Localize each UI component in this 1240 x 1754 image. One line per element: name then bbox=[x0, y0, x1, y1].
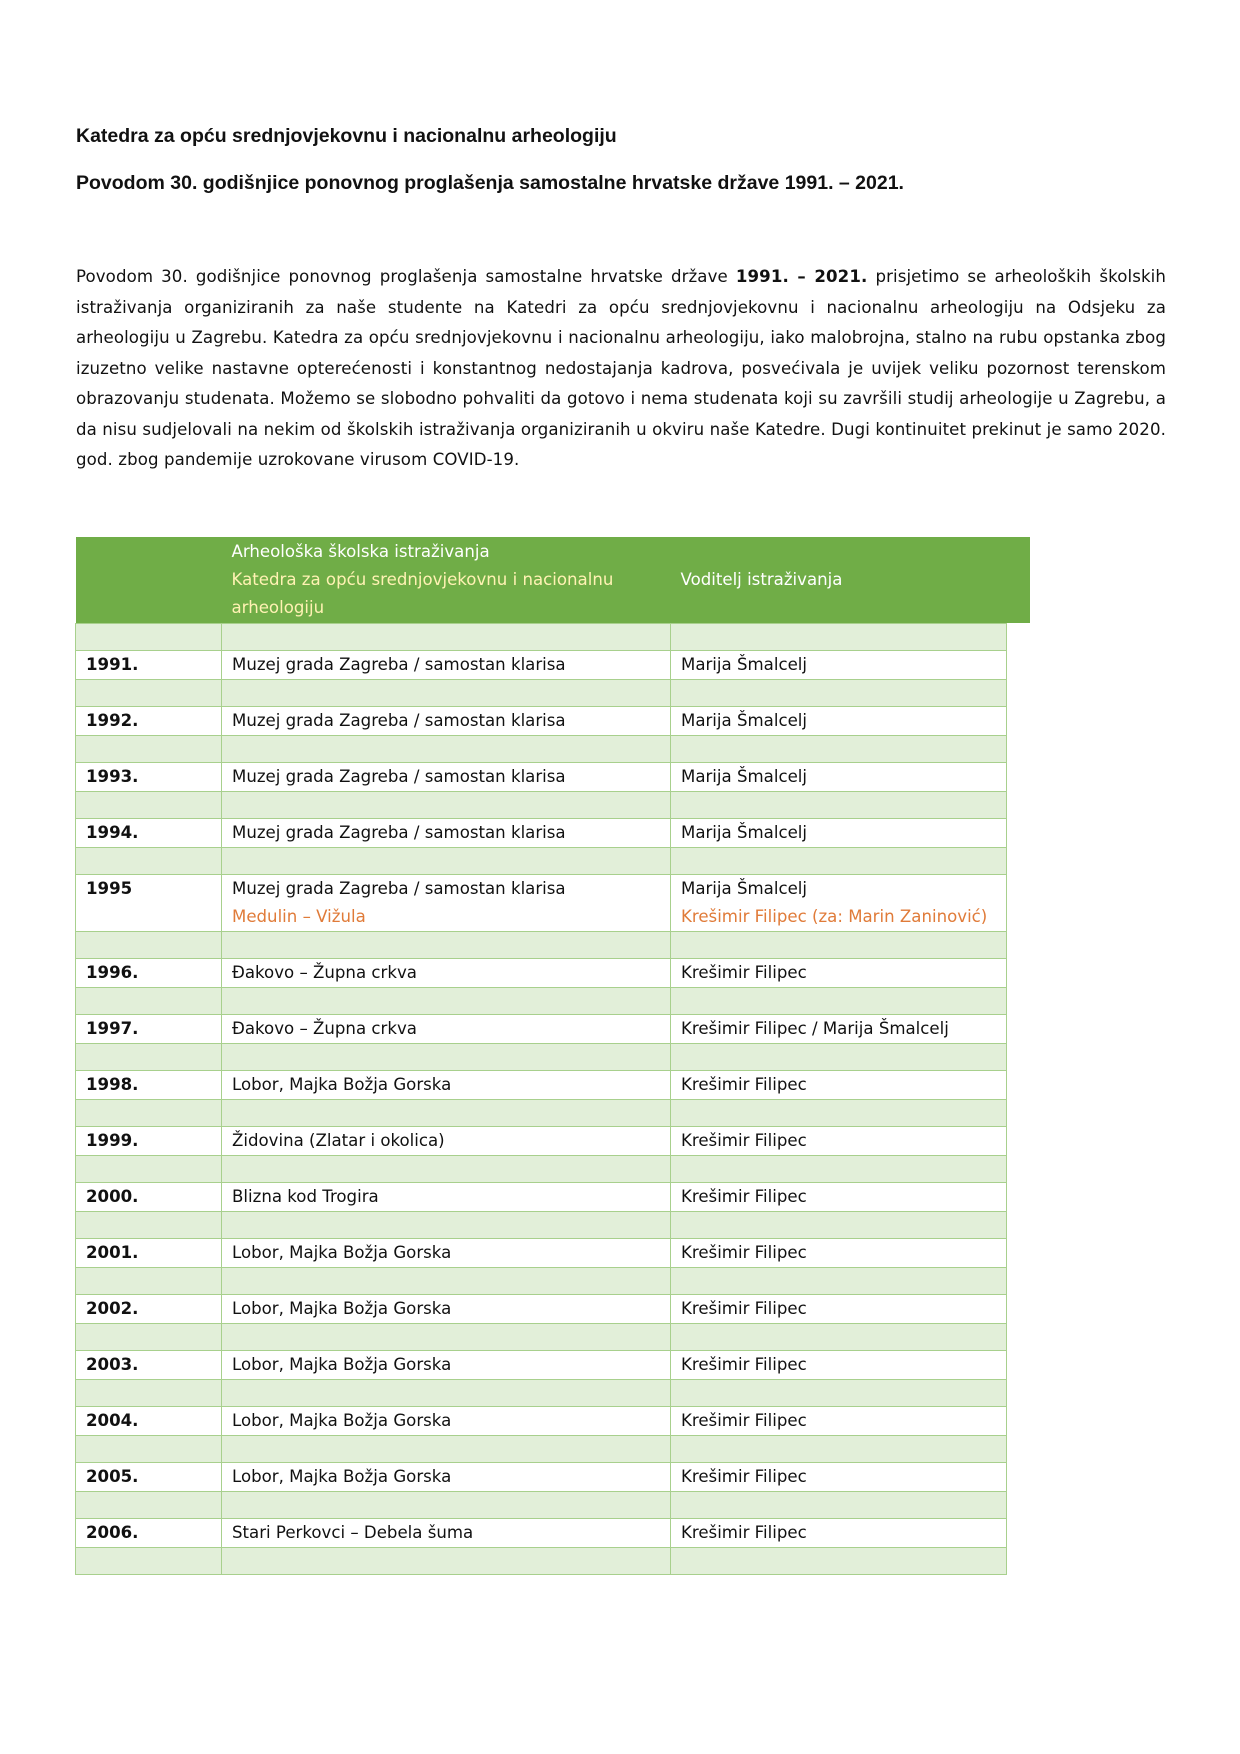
year-cell: 1997. bbox=[76, 1015, 222, 1044]
site-name: Đakovo – Župna crkva bbox=[232, 1019, 417, 1038]
leader-name: Marija Šmalcelj bbox=[681, 823, 808, 842]
spacer-cell bbox=[76, 1268, 222, 1295]
site-cell bbox=[222, 1463, 671, 1492]
spacer-cell bbox=[76, 932, 222, 959]
year-cell: 1995 bbox=[76, 875, 222, 932]
site-cell bbox=[222, 1183, 671, 1212]
leader-name: Krešimir Filipec bbox=[681, 1411, 807, 1430]
site-name: Muzej grada Zagreba / samostan klarisa bbox=[232, 879, 566, 898]
leader-name: Krešimir Filipec bbox=[681, 1523, 807, 1542]
site-cell bbox=[222, 651, 671, 680]
spacer-cell bbox=[222, 680, 671, 707]
intro-text-bold: 1991. – 2021. bbox=[735, 267, 868, 286]
year-cell: 1991. bbox=[76, 651, 222, 680]
leader-cell bbox=[671, 1407, 1007, 1436]
leader-cell bbox=[671, 651, 1007, 680]
site-cell bbox=[222, 1127, 671, 1156]
leader-name: Marija Šmalcelj bbox=[681, 655, 808, 674]
spacer-cell bbox=[222, 932, 671, 959]
site-name: Stari Perkovci – Debela šuma bbox=[232, 1523, 474, 1542]
spacer-cell bbox=[222, 1380, 671, 1407]
spacer-cell bbox=[222, 1492, 671, 1519]
spacer-cell bbox=[222, 848, 671, 875]
site-cell bbox=[222, 875, 671, 932]
table-row bbox=[76, 1407, 1007, 1436]
site-name: Lobor, Majka Božja Gorska bbox=[232, 1411, 452, 1430]
spacer-row bbox=[76, 1156, 1007, 1183]
leader-name: Krešimir Filipec bbox=[681, 963, 807, 982]
spacer-cell bbox=[76, 680, 222, 707]
spacer-cell bbox=[222, 1044, 671, 1071]
table-row bbox=[76, 763, 1007, 792]
leader-name-extra: Krešimir Filipec (za: Marin Zaninović) bbox=[681, 907, 988, 926]
table-row bbox=[76, 875, 1007, 932]
spacer-cell bbox=[76, 1100, 222, 1127]
spacer-cell bbox=[76, 1548, 222, 1575]
spacer-cell bbox=[76, 1156, 222, 1183]
leader-cell bbox=[671, 1463, 1007, 1492]
site-name: Lobor, Majka Božja Gorska bbox=[232, 1467, 452, 1486]
spacer-cell bbox=[671, 1324, 1007, 1351]
leader-name: Marija Šmalcelj bbox=[681, 767, 808, 786]
spacer-row bbox=[76, 1492, 1007, 1519]
site-name: Muzej grada Zagreba / samostan klarisa bbox=[232, 767, 566, 786]
site-cell bbox=[222, 1295, 671, 1324]
spacer-row bbox=[76, 736, 1007, 763]
table-row bbox=[76, 1463, 1007, 1492]
table-header-extension bbox=[1006, 537, 1030, 623]
header-leader-cell: Voditelj istraživanja bbox=[671, 537, 1007, 624]
leader-name: Krešimir Filipec bbox=[681, 1467, 807, 1486]
site-name: Blizna kod Trogira bbox=[232, 1187, 379, 1206]
leader-cell bbox=[671, 1015, 1007, 1044]
table-row bbox=[76, 1071, 1007, 1100]
spacer-row bbox=[76, 1268, 1007, 1295]
spacer-row bbox=[76, 1548, 1007, 1575]
leader-cell bbox=[671, 1239, 1007, 1268]
table-header-row bbox=[76, 537, 1007, 624]
table-row bbox=[76, 1015, 1007, 1044]
table-row bbox=[76, 1295, 1007, 1324]
site-cell bbox=[222, 1519, 671, 1548]
spacer-cell bbox=[671, 848, 1007, 875]
site-name: Lobor, Majka Božja Gorska bbox=[232, 1243, 452, 1262]
spacer-cell bbox=[671, 1156, 1007, 1183]
spacer-cell bbox=[222, 624, 671, 651]
spacer-cell bbox=[222, 1100, 671, 1127]
spacer-cell bbox=[76, 792, 222, 819]
site-cell bbox=[222, 959, 671, 988]
table-row bbox=[76, 651, 1007, 680]
spacer-cell bbox=[671, 624, 1007, 651]
spacer-cell bbox=[76, 1044, 222, 1071]
table-row bbox=[76, 819, 1007, 848]
table-row bbox=[76, 707, 1007, 736]
leader-cell bbox=[671, 1071, 1007, 1100]
leader-name: Krešimir Filipec / Marija Šmalcelj bbox=[681, 1019, 949, 1038]
year-cell: 2001. bbox=[76, 1239, 222, 1268]
spacer-row bbox=[76, 932, 1007, 959]
leader-cell bbox=[671, 1519, 1007, 1548]
spacer-cell bbox=[671, 1492, 1007, 1519]
site-cell bbox=[222, 1239, 671, 1268]
site-name: Đakovo – Župna crkva bbox=[232, 963, 417, 982]
spacer-cell bbox=[222, 736, 671, 763]
site-cell bbox=[222, 707, 671, 736]
research-table bbox=[75, 537, 1007, 1575]
site-cell bbox=[222, 1015, 671, 1044]
spacer-cell bbox=[222, 1268, 671, 1295]
table-row bbox=[76, 1183, 1007, 1212]
spacer-cell bbox=[222, 1548, 671, 1575]
table-row bbox=[76, 1351, 1007, 1380]
spacer-row bbox=[76, 1044, 1007, 1071]
intro-paragraph bbox=[76, 262, 1166, 476]
spacer-cell bbox=[671, 988, 1007, 1015]
year-cell: 2000. bbox=[76, 1183, 222, 1212]
site-cell bbox=[222, 763, 671, 792]
site-name-extra: Medulin – Vižula bbox=[232, 907, 366, 926]
spacer-cell bbox=[76, 624, 222, 651]
leader-name: Krešimir Filipec bbox=[681, 1075, 807, 1094]
intro-text-part1: Povodom 30. godišnjice ponovnog proglašenja samostalne hrvatske države bbox=[76, 267, 736, 286]
spacer-row bbox=[76, 1100, 1007, 1127]
header-research-cell bbox=[222, 537, 671, 624]
year-cell: 2006. bbox=[76, 1519, 222, 1548]
leader-name: Krešimir Filipec bbox=[681, 1187, 807, 1206]
leader-name: Marija Šmalcelj bbox=[681, 879, 808, 898]
spacer-cell bbox=[671, 1548, 1007, 1575]
site-name: Židovina (Zlatar i okolica) bbox=[232, 1131, 445, 1150]
leader-cell bbox=[671, 819, 1007, 848]
site-name: Lobor, Majka Božja Gorska bbox=[232, 1299, 452, 1318]
spacer-cell bbox=[76, 988, 222, 1015]
year-cell: 2003. bbox=[76, 1351, 222, 1380]
year-cell: 2005. bbox=[76, 1463, 222, 1492]
site-cell bbox=[222, 1071, 671, 1100]
spacer-cell bbox=[222, 988, 671, 1015]
document-subtitle: Povodom 30. godišnjice ponovnog proglašenja samostalne hrvatske države 1991. – 2021. bbox=[76, 172, 904, 194]
spacer-cell bbox=[76, 1436, 222, 1463]
leader-name: Krešimir Filipec bbox=[681, 1355, 807, 1374]
spacer-row bbox=[76, 1436, 1007, 1463]
table-row bbox=[76, 1239, 1007, 1268]
site-name: Muzej grada Zagreba / samostan klarisa bbox=[232, 711, 566, 730]
spacer-row bbox=[76, 988, 1007, 1015]
year-cell: 1994. bbox=[76, 819, 222, 848]
site-cell bbox=[222, 1351, 671, 1380]
year-cell: 1999. bbox=[76, 1127, 222, 1156]
spacer-row bbox=[76, 1324, 1007, 1351]
leader-cell bbox=[671, 1127, 1007, 1156]
table-row bbox=[76, 1519, 1007, 1548]
spacer-row bbox=[76, 848, 1007, 875]
spacer-cell bbox=[76, 1380, 222, 1407]
leader-cell bbox=[671, 1351, 1007, 1380]
leader-cell bbox=[671, 1295, 1007, 1324]
spacer-cell bbox=[76, 1492, 222, 1519]
spacer-row bbox=[76, 624, 1007, 651]
year-cell: 1998. bbox=[76, 1071, 222, 1100]
spacer-cell bbox=[671, 1212, 1007, 1239]
table-row bbox=[76, 1127, 1007, 1156]
header-department-name: Katedra za opću srednjovjekovnu i nacionalnu arheologiju bbox=[231, 570, 614, 617]
leader-cell bbox=[671, 707, 1007, 736]
spacer-cell bbox=[222, 1324, 671, 1351]
year-cell: 2002. bbox=[76, 1295, 222, 1324]
spacer-cell bbox=[671, 1436, 1007, 1463]
leader-cell bbox=[671, 1183, 1007, 1212]
site-name: Muzej grada Zagreba / samostan klarisa bbox=[232, 823, 566, 842]
header-year-cell bbox=[76, 537, 222, 624]
spacer-cell bbox=[671, 792, 1007, 819]
spacer-row bbox=[76, 680, 1007, 707]
spacer-cell bbox=[671, 736, 1007, 763]
spacer-cell bbox=[222, 792, 671, 819]
year-cell: 1992. bbox=[76, 707, 222, 736]
year-cell: 2004. bbox=[76, 1407, 222, 1436]
year-cell: 1996. bbox=[76, 959, 222, 988]
spacer-cell bbox=[76, 736, 222, 763]
leader-cell bbox=[671, 763, 1007, 792]
spacer-row bbox=[76, 1380, 1007, 1407]
spacer-cell bbox=[222, 1156, 671, 1183]
spacer-cell bbox=[671, 932, 1007, 959]
leader-name: Krešimir Filipec bbox=[681, 1131, 807, 1150]
spacer-cell bbox=[671, 1100, 1007, 1127]
site-name: Lobor, Majka Božja Gorska bbox=[232, 1355, 452, 1374]
site-name: Lobor, Majka Božja Gorska bbox=[232, 1075, 452, 1094]
spacer-cell bbox=[671, 1268, 1007, 1295]
intro-text-part2: prisjetimo se arheoloških školskih istraživanja organiziranih za naše studente na Katedri za opću srednjovjekovnu i nacionalnu arheologiju na Odsjeku za arheologiju u Zagrebu. Katedra za opću srednjovjekovnu i nacionalnu arheologiju, iako malobrojna, stalno na rubu opstanka zbog izuzetno velike nastavne opterećenosti i konstantnog nedostajanja kadrova, posvećivala je uvijek veliku pozornost terenskom obrazovanju studenata. Možemo se slobodno pohvaliti da gotovo i nema studenata koji su završili studij arheologije u Zagrebu, a da nisu sudjelovali na nekim od školskih istraživanja organiziranih u okviru naše Katedre. Dugi kontinuitet prekinut je samo 2020. god. zbog pandemije uzrokovane virusom COVID-19. bbox=[76, 267, 1166, 469]
spacer-cell bbox=[222, 1212, 671, 1239]
document-title: Katedra za opću srednjovjekovnu i nacionalnu arheologiju bbox=[76, 125, 617, 147]
leader-name: Krešimir Filipec bbox=[681, 1299, 807, 1318]
leader-name: Marija Šmalcelj bbox=[681, 711, 808, 730]
spacer-cell bbox=[671, 680, 1007, 707]
spacer-cell bbox=[671, 1044, 1007, 1071]
year-cell: 1993. bbox=[76, 763, 222, 792]
table-row bbox=[76, 959, 1007, 988]
table-body bbox=[76, 624, 1007, 1575]
spacer-cell bbox=[222, 1436, 671, 1463]
spacer-cell bbox=[76, 848, 222, 875]
leader-cell bbox=[671, 959, 1007, 988]
site-cell bbox=[222, 819, 671, 848]
leader-cell bbox=[671, 875, 1007, 932]
spacer-row bbox=[76, 792, 1007, 819]
header-research-title: Arheološka školska istraživanja bbox=[231, 542, 490, 561]
spacer-row bbox=[76, 1212, 1007, 1239]
spacer-cell bbox=[76, 1212, 222, 1239]
spacer-cell bbox=[76, 1324, 222, 1351]
site-cell bbox=[222, 1407, 671, 1436]
site-name: Muzej grada Zagreba / samostan klarisa bbox=[232, 655, 566, 674]
spacer-cell bbox=[671, 1380, 1007, 1407]
leader-name: Krešimir Filipec bbox=[681, 1243, 807, 1262]
